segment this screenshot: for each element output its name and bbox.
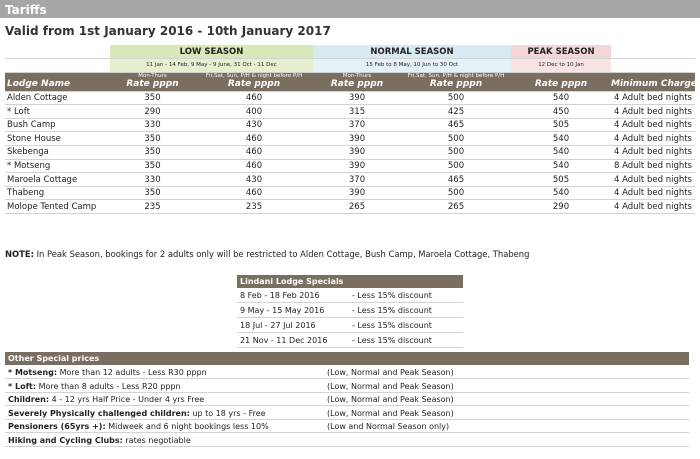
rate-cell: 430 — [195, 118, 313, 132]
rate-cell: 350 — [110, 91, 195, 105]
lodge-name: Bush Camp — [5, 118, 110, 132]
special-dates: 9 May - 15 May 2016 — [240, 306, 325, 315]
lodge-name: Alden Cottage — [5, 91, 110, 105]
special-discount: - Less 15% discount — [352, 306, 432, 315]
rate-cell: 460 — [195, 132, 313, 146]
peak-season-range: 12 Dec to 10 Jan — [511, 59, 611, 73]
normal-season-range: 15 Feb to 8 May, 10 Jun to 30 Oct — [313, 59, 511, 73]
page-title: Tariffs — [0, 0, 700, 18]
special-row — [237, 318, 463, 333]
minimum-charge: 4 Adult bed nights — [611, 105, 695, 119]
other-price-text: More than 8 adults - Less R20 pppn — [36, 381, 181, 391]
tariff-table — [5, 45, 695, 214]
rate-cell: 350 — [110, 146, 195, 160]
low-season-range: 11 Jan - 14 Feb, 9 May - 9 June, 31 Oct - 11 Dec — [110, 59, 313, 73]
minimum-charge: 4 Adult bed nights — [611, 91, 695, 105]
rate-cell: 425 — [401, 105, 511, 119]
tariff-row — [5, 186, 695, 200]
rate-cell: 460 — [195, 159, 313, 173]
peak-season-header: PEAK SEASON — [511, 45, 611, 59]
other-price-label: * Loft: — [8, 381, 37, 391]
normal-season-header: NORMAL SEASON — [313, 45, 511, 59]
other-price-text: up to 18 yrs - Free — [189, 408, 266, 418]
other-price-season: (Low and Normal Season only) — [327, 422, 450, 432]
note-label: NOTE: — [5, 249, 34, 259]
col-peak-rate: Rate pppn — [511, 72, 611, 91]
other-price-season: (Low, Normal and Peak Season) — [327, 408, 454, 418]
rate-cell: 465 — [401, 173, 511, 187]
rate-cell: 330 — [110, 118, 195, 132]
rate-cell: 290 — [511, 200, 611, 214]
col-minimum-charge: Minimum Charge — [611, 72, 695, 91]
lodge-name: Skebenga — [5, 146, 110, 160]
tariff-row — [5, 118, 695, 132]
special-dates: 21 Nov - 11 Dec 2016 — [240, 336, 328, 345]
rate-cell: 540 — [511, 146, 611, 160]
rate-cell: 430 — [195, 173, 313, 187]
lodge-name: Thabeng — [5, 186, 110, 200]
special-row — [237, 288, 463, 303]
rate-cell: 330 — [110, 173, 195, 187]
other-price-label: * Motseng: — [8, 368, 58, 377]
col-normal-weekend: Fri,Sat, Sun, P/H & night before P/H Rate pppn — [401, 72, 511, 91]
rate-cell: 450 — [511, 105, 611, 119]
rate-cell: 370 — [313, 173, 401, 187]
minimum-charge: 4 Adult bed nights — [611, 132, 695, 146]
other-price-row — [5, 366, 689, 379]
tariff-row — [5, 200, 695, 214]
rate-cell: 350 — [110, 159, 195, 173]
special-row — [237, 333, 463, 348]
tariff-row — [5, 91, 695, 105]
lodge-name: Molope Tented Camp — [5, 200, 110, 214]
rate-cell: 390 — [313, 146, 401, 160]
minimum-charge: 8 Adult bed nights — [611, 159, 695, 173]
rate-cell: 460 — [195, 146, 313, 160]
minimum-charge: 4 Adult bed nights — [611, 186, 695, 200]
rate-cell: 500 — [401, 159, 511, 173]
minimum-charge: 4 Adult bed nights — [611, 200, 695, 214]
col-low-weekend: Fri,Sat, Sun, P/H & night before P/H Rate pppn — [195, 72, 313, 91]
special-discount: - Less 15% discount — [352, 321, 432, 330]
other-price-row — [5, 380, 689, 393]
tariff-row — [5, 146, 695, 160]
rate-cell: 315 — [313, 105, 401, 119]
other-price-row — [5, 434, 689, 447]
rate-cell: 350 — [110, 132, 195, 146]
other-price-text: More than 12 adults - Less R30 pppn — [57, 368, 207, 377]
rate-cell: 235 — [195, 200, 313, 214]
rate-cell: 540 — [511, 159, 611, 173]
rate-cell: 540 — [511, 91, 611, 105]
rate-cell: 400 — [195, 105, 313, 119]
low-season-header: LOW SEASON — [110, 45, 313, 59]
rate-cell: 460 — [195, 91, 313, 105]
rate-cell: 390 — [313, 132, 401, 146]
rate-cell: 500 — [401, 146, 511, 160]
col-normal-monthurs: Mon-Thurs Rate pppn — [313, 72, 401, 91]
other-price-text: Midweek and 6 night bookings less 10% — [105, 422, 269, 432]
other-price-text: rates negotiable — [122, 436, 191, 445]
rate-cell: 465 — [401, 118, 511, 132]
note-text: In Peak Season, bookings for 2 adults only will be restricted to Alden Cottage, Bush Camp, Maroela Cottage, Thabeng — [33, 249, 530, 259]
rate-cell: 500 — [401, 91, 511, 105]
rate-cell: 235 — [110, 200, 195, 214]
rate-cell: 505 — [511, 173, 611, 187]
minimum-charge: 4 Adult bed nights — [611, 118, 695, 132]
special-row — [237, 303, 463, 318]
season-range-row — [5, 59, 695, 73]
special-dates: 18 Jul - 27 Jul 2016 — [240, 321, 316, 330]
rate-cell: 500 — [401, 186, 511, 200]
other-price-label: Severely Physically challenged children: — [8, 408, 190, 418]
special-dates: 8 Feb - 18 Feb 2016 — [240, 291, 320, 300]
peak-season-note — [5, 249, 529, 259]
tariff-row — [5, 132, 695, 146]
rate-cell: 390 — [313, 91, 401, 105]
lodge-specials-box — [237, 275, 463, 348]
lodge-name: * Motseng — [5, 159, 110, 173]
other-price-label: Pensioners (65yrs +): — [8, 422, 106, 432]
special-discount: - Less 15% discount — [352, 291, 432, 300]
rate-cell: 265 — [313, 200, 401, 214]
rate-cell: 540 — [511, 186, 611, 200]
tariff-row — [5, 159, 695, 173]
col-lodge-name: Lodge Name — [5, 72, 110, 91]
rate-cell: 390 — [313, 159, 401, 173]
lodge-name: Stone House — [5, 132, 110, 146]
special-discount: - Less 15% discount — [352, 336, 432, 345]
minimum-charge: 4 Adult bed nights — [611, 146, 695, 160]
rate-cell: 350 — [110, 186, 195, 200]
rate-cell: 540 — [511, 132, 611, 146]
lodge-name: Maroela Cottage — [5, 173, 110, 187]
rate-cell: 265 — [401, 200, 511, 214]
rate-cell: 390 — [313, 186, 401, 200]
other-price-row — [5, 393, 689, 406]
other-price-row — [5, 407, 689, 420]
rate-cell: 370 — [313, 118, 401, 132]
other-price-text: 4 - 12 yrs Half Price - Under 4 yrs Free — [49, 395, 205, 405]
col-low-monthurs: Mon-Thurs Rate pppn — [110, 72, 195, 91]
rate-cell: 290 — [110, 105, 195, 119]
other-price-season: (Low, Normal and Peak Season) — [327, 395, 454, 405]
tariff-row — [5, 105, 695, 119]
other-price-label: Hiking and Cycling Clubs: — [8, 436, 123, 445]
minimum-charge: 4 Adult bed nights — [611, 173, 695, 187]
other-price-season: (Low, Normal and Peak Season) — [327, 381, 454, 391]
season-header-row — [5, 45, 695, 59]
tariff-row — [5, 173, 695, 187]
rate-cell: 460 — [195, 186, 313, 200]
lodge-name: * Loft — [5, 105, 110, 119]
rate-cell: 505 — [511, 118, 611, 132]
column-header-row — [5, 72, 695, 91]
other-price-row — [5, 420, 689, 433]
rate-cell: 500 — [401, 132, 511, 146]
validity-heading: Valid from 1st January 2016 - 10th January 2017 — [5, 24, 331, 38]
other-price-season: (Low, Normal and Peak Season) — [327, 368, 454, 377]
other-price-label: Children: — [8, 395, 50, 405]
other-prices-title: Other Special prices — [5, 352, 689, 365]
specials-title: Lindani Lodge Specials — [237, 275, 463, 288]
